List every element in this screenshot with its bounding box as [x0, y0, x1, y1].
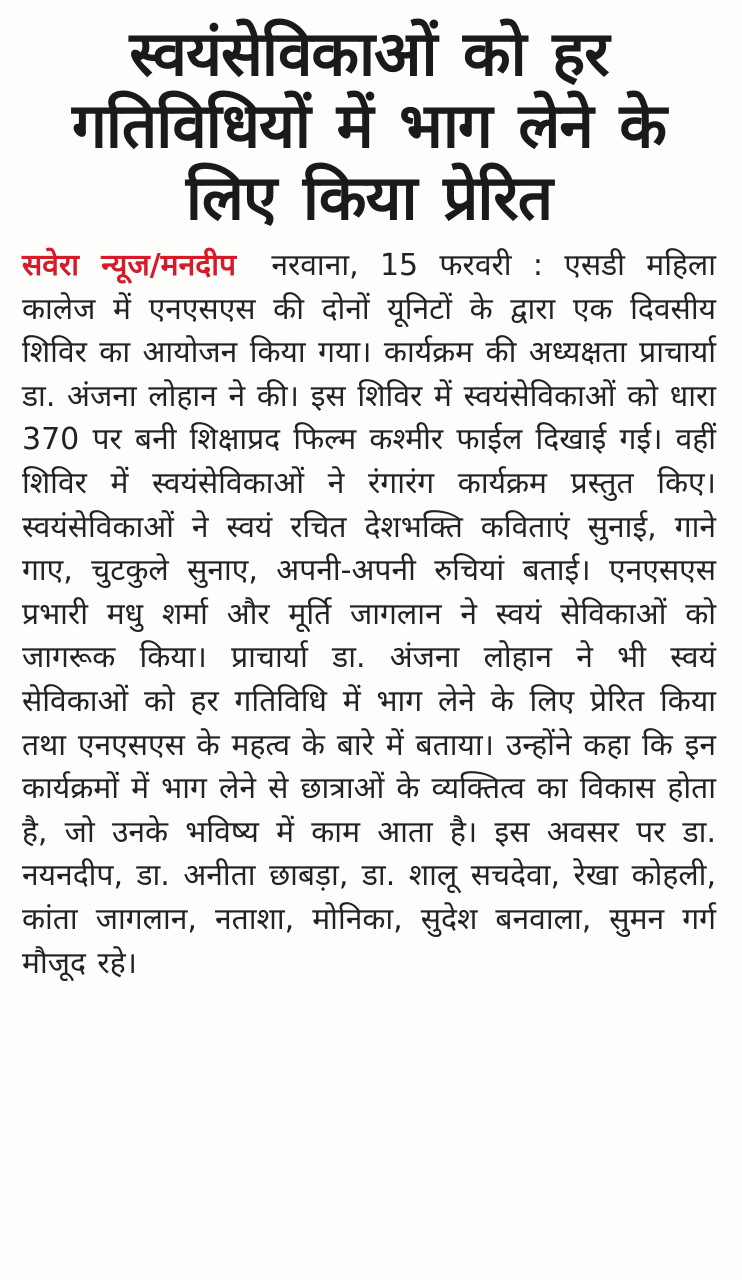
dateline: नरवाना, 15 फरवरी : [271, 248, 543, 283]
byline: सवेरा न्यूज/मनदीप [22, 248, 237, 283]
headline: स्वयंसेविकाओं को हर गतिविधियों में भाग लेने के लिए किया प्रेरित [71, 17, 667, 234]
article-body: एसडी महिला कालेज में एनएसएस की दोनों यूनिटों के द्वारा एक दिवसीय शिविर का आयोजन किया गया। कार्यक्रम की अध्यक्षता प्राचार्या डा. अंजना लोहान ने की। इस शिविर में स्वयंसेविकाओं को धारा 370 पर बनी शिक्षाप्रद फिल्म कश्मीर फाईल दिखाई गई। वहीं शिविर में स्वयंसेविकाओं ने रंगारंग कार्यक्रम प्रस्तुत किए। स्वयंसेविकाओं ने स्वयं रचित देशभक्ति कविताएं सुनाई, गाने गाए, चुटकुले सुनाए, अपनी-अपनी रुचियां बताई। एनएसएस प्रभारी मधु शर्मा और मूर्ति जागलान ने स्वयं सेविकाओं को जागरूक किया। प्राचार्या डा. अंजना लोहान ने भी स्वयं सेविकाओं को हर गतिविधि में भाग लेने के लिए प्रेरित किया तथा एनएसएस के महत्व के बारे में बताया। उन्होंने कहा कि इन कार्यक्रमों में भाग लेने से छात्राओं के व्यक्तित्व का विकास होता है, जो उनके भविष्य में काम आता है। इस अवसर पर डा. नयनदीप, डा. अनीता छाबड़ा, डा. शालू सचदेवा, रेखा कोहली, कांता जागलान, नताशा, मोनिका, सुदेश बनवाला, सुमन गर्ग मौजूद रहे। [22, 248, 717, 981]
article-body-paragraph [22, 244, 716, 985]
